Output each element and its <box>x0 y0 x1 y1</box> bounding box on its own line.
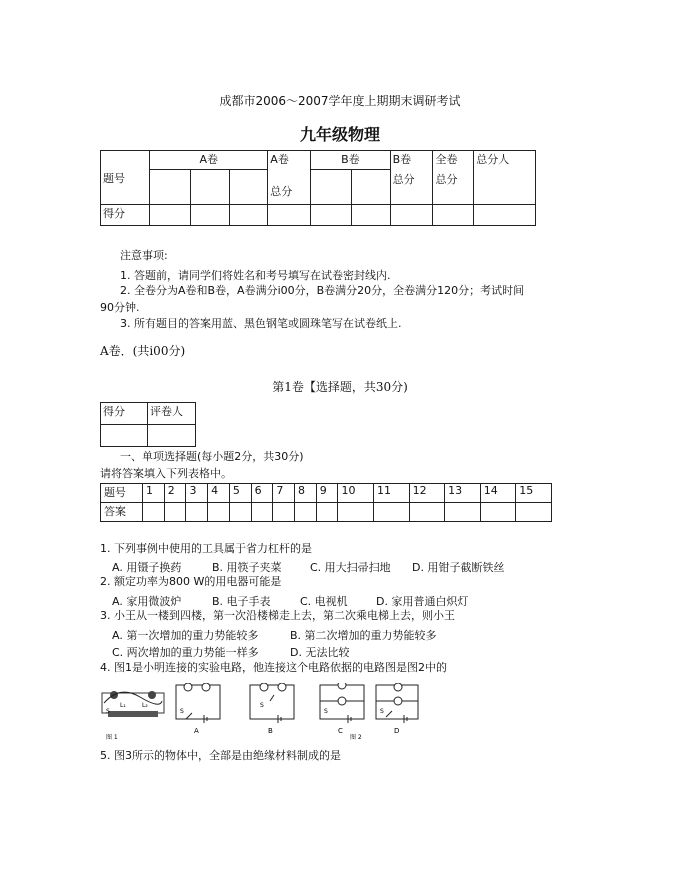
answer-number-3: 3 <box>186 484 208 503</box>
fig1-switch-label: S <box>106 708 110 715</box>
answer-cell-3[interactable] <box>186 503 208 522</box>
score-cell <box>311 170 352 205</box>
q2-option-d: D. 家用普通白炽灯 <box>376 595 469 608</box>
figure-1-apparatus <box>102 691 164 741</box>
answer-cell-10[interactable] <box>338 503 374 522</box>
score-cell <box>150 170 191 205</box>
tihao-label: 题号 <box>101 151 150 205</box>
q2-option-b: B. 电子手表 <box>212 595 271 608</box>
q3-option-a: A. 第一次增加的重力势能较多 <box>112 629 259 642</box>
answer-number-12: 12 <box>409 484 445 503</box>
circuit-d-label: D <box>394 727 400 735</box>
grader-cell <box>148 425 196 447</box>
svg-text:S: S <box>380 708 384 715</box>
circuit-a <box>176 683 220 735</box>
answer-number-10: 10 <box>338 484 374 503</box>
defen-label: 得分 <box>101 205 150 226</box>
answer-table <box>100 483 552 522</box>
a-juan-header: A卷 <box>150 151 268 170</box>
answer-number-8: 8 <box>295 484 317 503</box>
answer-tihao-label: 题号 <box>101 484 143 503</box>
grader-table <box>100 402 196 447</box>
fig2-caption: 图 2 <box>350 734 362 741</box>
score-cell <box>268 205 311 226</box>
q3-option-c: C. 两次增加的重力势能一样多 <box>112 646 259 659</box>
svg-text:S: S <box>180 708 184 715</box>
q1-option-b: B. 用筷子夹菜 <box>212 561 282 574</box>
score-cell <box>311 205 352 226</box>
answer-cell-15[interactable] <box>516 503 552 522</box>
question-1: 1. 下列事例中使用的工具属于省力杠杆的是 <box>100 542 312 555</box>
note-item-1: 1. 答题前，请同学们将姓名和考号填写在试卷密封线内. <box>120 269 391 282</box>
answer-number-4: 4 <box>208 484 230 503</box>
score-cell <box>351 170 390 205</box>
answer-cell-11[interactable] <box>374 503 410 522</box>
all-total-header: 全卷 总分 <box>433 151 474 205</box>
answer-cell-8[interactable] <box>295 503 317 522</box>
part1-instruction: 请将答案填入下列表格中。 <box>100 467 232 480</box>
question-5: 5. 图3所示的物体中，全部是由绝缘材料制成的是 <box>100 749 341 762</box>
answer-daan-label: 答案 <box>101 503 143 522</box>
score-cell <box>390 205 433 226</box>
exam-header: 成都市2006～2007学年度上期期末调研考试 <box>219 94 461 108</box>
b-juan-total-header: B卷 总分 <box>390 151 433 205</box>
answer-cell-4[interactable] <box>208 503 230 522</box>
circuit-d <box>376 683 418 735</box>
circuit-b <box>250 683 362 741</box>
question-3: 3. 小王从一楼到四楼，第一次沿楼梯走上去，第二次乘电梯上去，则小王 <box>100 609 455 622</box>
answer-number-9: 9 <box>316 484 338 503</box>
answer-cell-1[interactable] <box>143 503 165 522</box>
q1-option-a: A. 用镊子换药 <box>112 561 182 574</box>
fig1-l2-label: L₂ <box>142 702 148 709</box>
section-a-heading: A卷．(共i00分) <box>100 344 186 358</box>
circuit-c <box>320 683 364 735</box>
answer-number-13: 13 <box>445 484 481 503</box>
answer-number-2: 2 <box>164 484 186 503</box>
score-cell <box>351 205 390 226</box>
q2-option-a: A. 家用微波炉 <box>112 595 182 608</box>
score-cell <box>229 170 268 205</box>
score-cell <box>150 205 191 226</box>
answer-number-11: 11 <box>374 484 410 503</box>
q3-option-d: D. 无法比较 <box>290 646 350 659</box>
circuit-b-label: B <box>268 727 273 735</box>
score-cell <box>229 205 268 226</box>
fig1-caption: 图 1 <box>106 734 118 741</box>
a-juan-total-header: A卷 总分 <box>268 151 311 205</box>
note-item-2: 2. 全卷分为A卷和B卷，A卷满分i00分，B卷满分20分，全卷满分120分；考试时间 <box>120 284 525 297</box>
q3-option-b: B. 第二次增加的重力势能较多 <box>290 629 437 642</box>
total-person-header: 总分人 <box>474 151 536 205</box>
answer-cell-14[interactable] <box>480 503 516 522</box>
answer-cell-7[interactable] <box>273 503 295 522</box>
b-juan-header: B卷 <box>311 151 390 170</box>
note-item-3: 3. 所有题目的答案用蓝、黑色钢笔或圆珠笔写在试卷纸上. <box>120 317 402 330</box>
answer-cell-2[interactable] <box>164 503 186 522</box>
circuit-a-label: A <box>194 727 199 735</box>
score-cell <box>433 205 474 226</box>
section-1-heading: 第1卷【选择题，共30分) <box>272 380 408 394</box>
answer-cell-6[interactable] <box>251 503 273 522</box>
fig1-l1-label: L₁ <box>120 702 126 709</box>
grader-reviewer-label: 评卷人 <box>148 403 196 425</box>
part1-title: 一、单项选择题(每小题2分，共30分) <box>120 450 304 463</box>
answer-cell-13[interactable] <box>445 503 481 522</box>
answer-number-5: 5 <box>229 484 251 503</box>
score-cell <box>190 170 229 205</box>
answer-number-6: 6 <box>251 484 273 503</box>
circuit-figures <box>100 683 420 745</box>
grader-defen-label: 得分 <box>101 403 148 425</box>
answer-number-1: 1 <box>143 484 165 503</box>
q1-option-c: C. 用大扫帚扫地 <box>310 561 391 574</box>
score-cell <box>190 205 229 226</box>
q1-option-d: D. 用钳子截断铁丝 <box>412 561 505 574</box>
question-4: 4. 图1是小明连接的实验电路，他连接这个电路依据的电路图是图2中的 <box>100 661 447 674</box>
svg-text:S: S <box>260 702 264 709</box>
question-2: 2. 额定功率为800 W的用电器可能是 <box>100 575 282 588</box>
answer-number-14: 14 <box>480 484 516 503</box>
answer-cell-9[interactable] <box>316 503 338 522</box>
score-cell <box>474 205 536 226</box>
answer-number-7: 7 <box>273 484 295 503</box>
answer-number-15: 15 <box>516 484 552 503</box>
notes-heading: 注意事项: <box>120 249 168 262</box>
q2-option-c: C. 电视机 <box>300 595 348 608</box>
answer-cell-12[interactable] <box>409 503 445 522</box>
svg-text:S: S <box>324 708 328 715</box>
score-table <box>100 150 536 226</box>
circuit-c-label: C <box>338 727 343 735</box>
grader-cell <box>101 425 148 447</box>
page-title: 九年级物理 <box>299 125 380 144</box>
answer-cell-5[interactable] <box>229 503 251 522</box>
note-item-2-cont: 90分钟. <box>100 301 140 314</box>
